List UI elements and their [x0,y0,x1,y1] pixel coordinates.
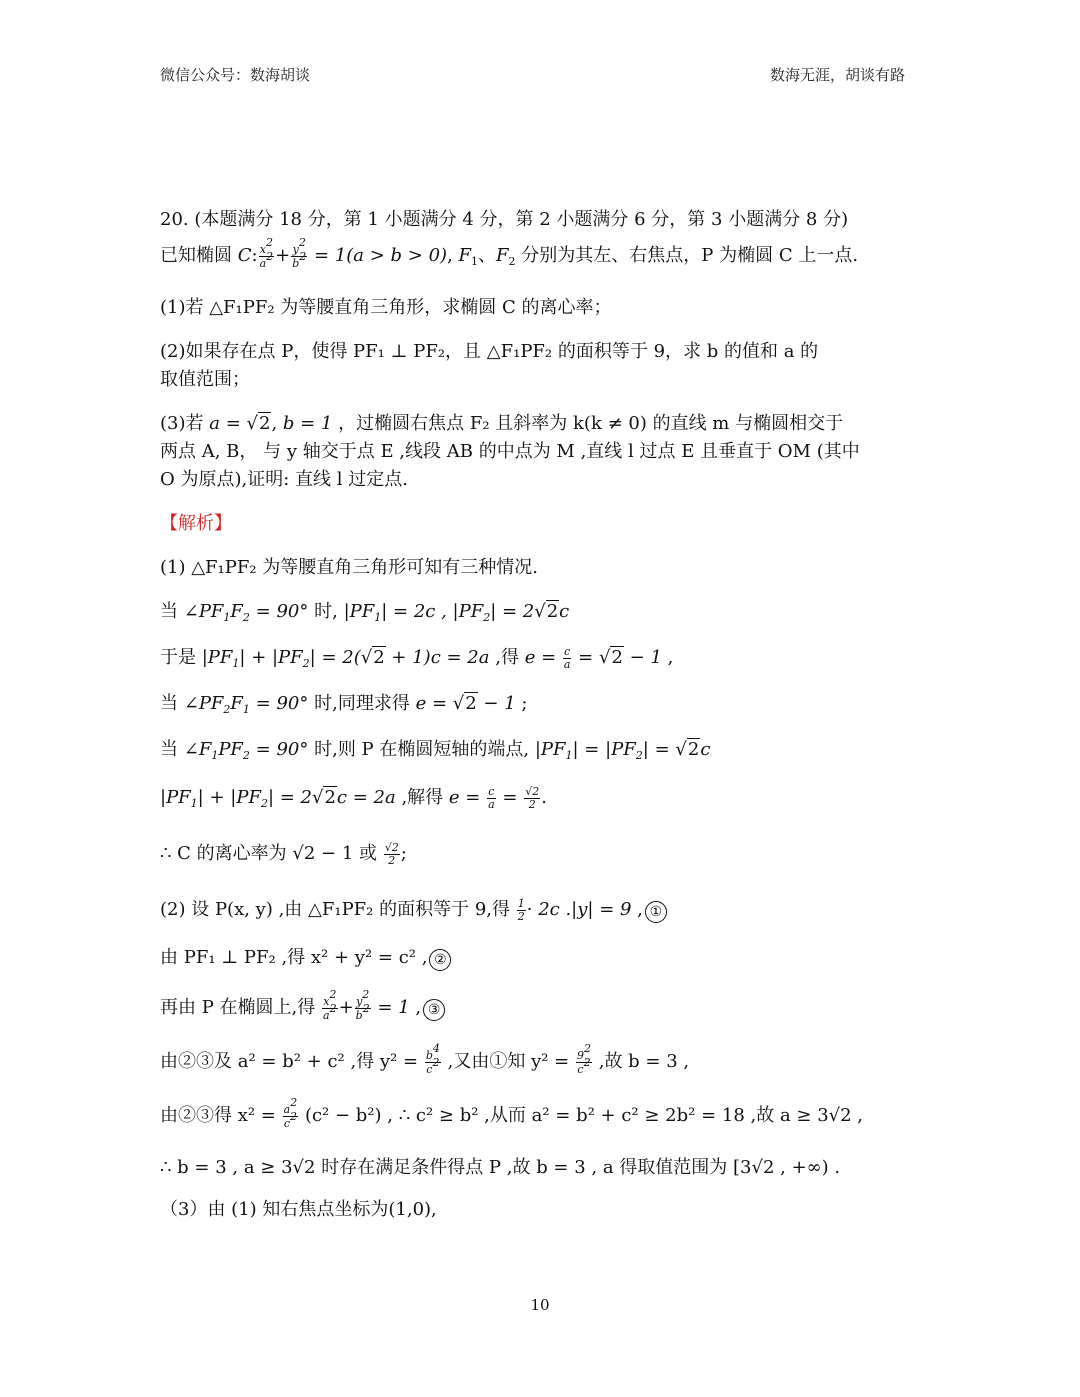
solution-case-3-result: $|PF_1| + |PF_2| = 2√2c = 2a$ ,解得 e = $\frac{c}{a}$ = $\frac{√2}{2}$ . [160,784,547,811]
marker-3: ③ [423,999,445,1021]
solution-2-line-4: 由②③及 a² = b² + c² ,得 y² = $\frac{b^4}{c^2}$ ,又由①知 y² = $\frac{9^2}{c^2}$ ,故 b = 3 , [160,1041,690,1076]
solution-1-intro: (1) △F₁PF₂ 为等腰直角三角形可知有三种情况. [160,557,539,578]
question-2-line-2: 取值范围； [160,369,250,390]
solution-case-3: 当 $\angle F_1PF_2 = 90^\circ$ 时,则 P 在椭圆短轴的端点, $|PF_1| = |PF_2| = √2c$ [160,739,711,762]
solution-2-line-5: 由②③得 x² = $\frac{a^2}{c^2}$ (c² − b²) , ∴ c² ≥ b² ,从而 a² = b² + c² ≥ 2b² = 18 ,故 a ≥ 3√2 , [160,1095,864,1130]
solution-2-line-6: ∴ b = 3 , a ≥ 3√2 时存在满足条件得点 P ,故 b = 3 , a 得取值范围为 [3√2 , +∞) . [160,1157,841,1178]
page-number: 10 [530,1296,550,1314]
solution-2-line-1: (2) 设 P(x, y) ,由 △F₁PF₂ 的面积等于 9,得 $\frac{1}{2}$ · 2c .|y| = 9 , ① [160,896,667,924]
solution-case-1: 当 $\angle PF_1F_2 = 90^\circ$ 时, $|PF_1| = 2c$ , $|PF_2| = 2√2c$ [160,601,570,624]
solution-case-2: 当 $\angle PF_2F_1 = 90^\circ$ 时,同理求得 e = √2 − 1 ; [160,693,528,716]
marker-2: ② [429,949,451,971]
solution-2-line-3: 再由 P 在椭圆上,得 $\frac{x^2}{a^2}$ + $\frac{y^2}{b^2}$ = 1 , ③ [160,994,445,1022]
problem-given: 已知椭圆 C: $\frac{x^2}{a^2}$ + $\frac{y^2}{b^2}$ = 1(a > b > 0), $F_1$、$F_2$ 分别为其左、右焦点，P 为椭圆 C 上一点. [160,235,859,270]
problem-intro: 20. (本题满分 18 分，第 1 小题满分 4 分，第 2 小题满分 6 分，第 3 小题满分 8 分) [160,209,849,230]
question-1: (1)若 △F₁PF₂ 为等腰直角三角形，求椭圆 C 的离心率； [160,297,612,318]
solution-3-line-1: （3）由 (1) 知右焦点坐标为(1,0), [160,1199,437,1220]
question-3-line-1: (3)若 a = √2, b = 1 ，过椭圆右焦点 F₂ 且斜率为 k(k ≠ 0) 的直线 m 与椭圆相交于 [160,413,844,434]
marker-1: ① [645,901,667,923]
header-left: 微信公众号：数海胡谈 [160,66,311,84]
header-right: 数海无涯，胡谈有路 [769,66,905,84]
solution-title: 【解析】 [160,513,232,534]
question-3-line-3: O 为原点),证明: 直线 l 过定点. [160,469,408,490]
solution-2-line-2: 由 PF₁ ⊥ PF₂ ,得 x² + y² = c² , ② [160,944,451,972]
solution-sum: 于是 $|PF_1| + |PF_2| = 2(√2 + 1)c = 2a$ ,得 e = $\frac{c}{a}$ = √2 − 1 , [160,644,674,671]
solution-1-conclusion: ∴ C 的离心率为 √2 − 1 或 $\frac{√2}{2}$ ; [160,840,407,867]
question-2-line-1: (2)如果存在点 P，使得 PF₁ ⊥ PF₂，且 △F₁PF₂ 的面积等于 9，求 b 的值和 a 的 [160,341,819,362]
question-3-line-2: 两点 A, B， 与 y 轴交于点 E ,线段 AB 的中点为 M ,直线 l 过点 E 且垂直于 OM (其中 [160,441,860,462]
